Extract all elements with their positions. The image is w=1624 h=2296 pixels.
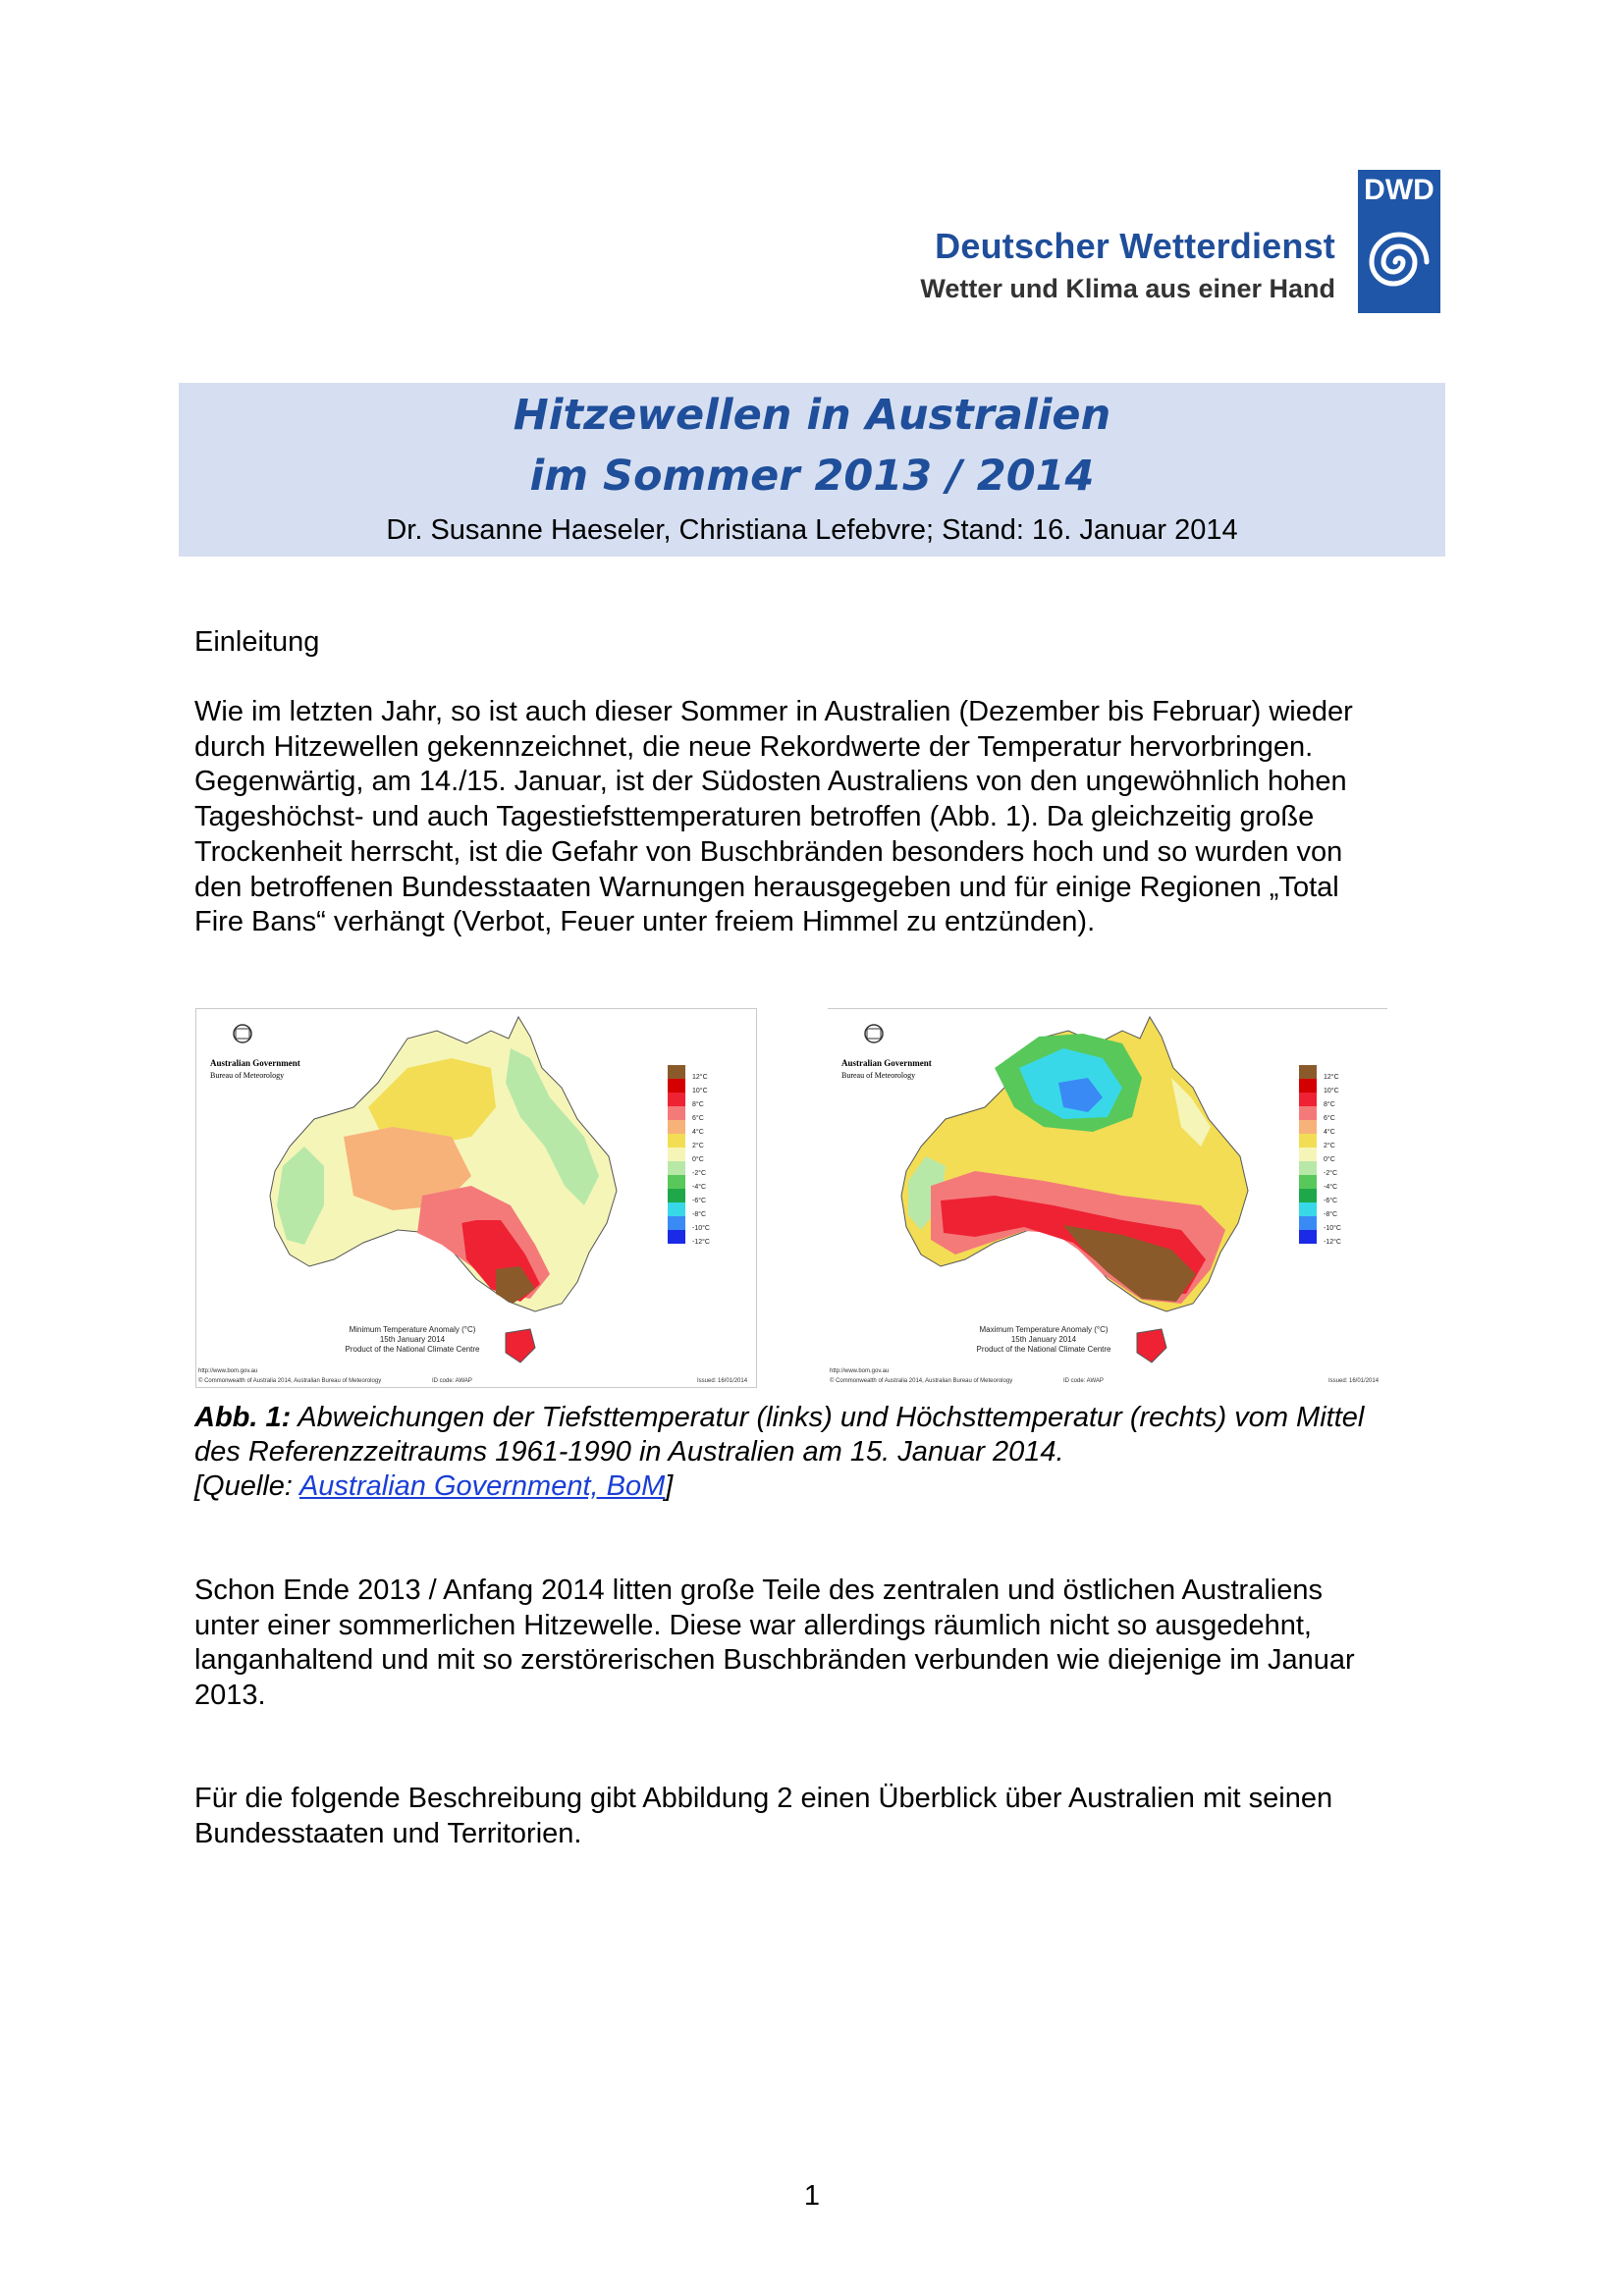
text-line: Wie im letzten Jahr, so ist auch dieser Sommer in Australien (Dezember bis Februar) wieder xyxy=(194,696,1353,727)
text-line: 2013. xyxy=(194,1680,266,1712)
legend-label: -2°C xyxy=(1324,1170,1338,1177)
legend-label: 8°C xyxy=(1324,1101,1335,1108)
text-line: den betroffenen Bundesstaaten Warnungen herausgegeben und für einige Regionen „Total xyxy=(194,871,1339,903)
map-url: http://www.bom.gov.au xyxy=(830,1368,890,1374)
map-caption: Maximum Temperature Anomaly (°C) 15th January 2014 Product of the National Climate Centre xyxy=(976,1325,1111,1354)
legend-label: -10°C xyxy=(692,1225,710,1232)
source-prefix: [Quelle: xyxy=(194,1470,299,1502)
color-legend xyxy=(1299,1065,1317,1244)
text-line: durch Hitzewellen gekennzeichnet, die neue Rekordwerte der Temperatur hervorbringen. xyxy=(194,730,1314,763)
coat-of-arms-icon xyxy=(234,1025,251,1042)
text-line: Fire Bans“ verhängt (Verbot, Feuer unter freiem Himmel zu entzünden). xyxy=(194,906,1096,938)
coat-of-arms-icon xyxy=(865,1025,883,1042)
bom-label: Bureau of Meteorology xyxy=(841,1071,916,1080)
legend-label: -12°C xyxy=(1324,1239,1341,1246)
legend-label: -4°C xyxy=(1324,1184,1338,1191)
legend-label: 2°C xyxy=(1324,1143,1335,1149)
map-code: ID code: AWAP xyxy=(432,1378,472,1384)
logo-name: Deutscher Wetterdienst xyxy=(935,226,1335,266)
caption-text: Abweichungen der Tiefsttemperatur (links) und Höchsttemperatur (rechts) vom Mittel xyxy=(291,1402,1365,1433)
color-legend xyxy=(668,1065,685,1244)
map-code: ID code: AWAP xyxy=(1063,1378,1104,1384)
figure-max-temperature-anomaly xyxy=(828,1008,1387,1387)
title-banner xyxy=(179,383,1445,557)
legend-label: 10°C xyxy=(692,1088,708,1095)
authors-line: Dr. Susanne Haeseler, Christiana Lefebvre; Stand: 16. Januar 2014 xyxy=(386,514,1238,546)
logo-abbr: DWD xyxy=(1364,174,1435,206)
legend-label: 12°C xyxy=(1324,1074,1339,1081)
legend-label: 6°C xyxy=(692,1115,704,1122)
map-copyright: © Commonwealth of Australia 2014, Australian Bureau of Meteorology xyxy=(830,1378,1013,1384)
legend-label: -10°C xyxy=(1324,1225,1341,1232)
source-link[interactable]: Australian Government, BoM xyxy=(298,1470,666,1502)
map-issued: Issued: 16/01/2014 xyxy=(697,1378,748,1384)
legend-label: 0°C xyxy=(692,1156,704,1163)
legend-label: 12°C xyxy=(692,1074,708,1081)
dwd-logo xyxy=(1358,170,1440,313)
map-url: http://www.bom.gov.au xyxy=(198,1368,258,1374)
legend-label: 0°C xyxy=(1324,1156,1335,1163)
map-copyright: © Commonwealth of Australia 2014, Australian Bureau of Meteorology xyxy=(198,1378,382,1384)
paragraph-intro xyxy=(194,695,1441,940)
legend-label: -8°C xyxy=(1324,1211,1338,1218)
text-line: unter einer sommerlichen Hitzewelle. Diese war allerdings räumlich nicht so ausgedehnt, xyxy=(194,1609,1312,1641)
caption-label: Abb. 1: xyxy=(194,1402,292,1433)
text-line: Für die folgende Beschreibung gibt Abbildung 2 einen Überblick über Australien mit seinen xyxy=(194,1783,1333,1814)
paragraph-previous-heatwave xyxy=(194,1574,1441,1714)
text-line: Gegenwärtig, am 14./15. Januar, ist der Südosten Australiens von den ungewöhnlich hohen xyxy=(194,766,1347,798)
text-line: Trockenheit herrscht, ist die Gefahr von Buschbränden besonders hoch und so wurden von xyxy=(194,835,1343,868)
legend-label: -2°C xyxy=(692,1170,707,1177)
title-line-1: Hitzewellen in Australien xyxy=(513,391,1111,440)
map-caption: Minimum Temperature Anomaly (°C) 15th January 2014 Product of the National Climate Centre xyxy=(345,1325,480,1354)
legend-label: -4°C xyxy=(692,1184,707,1191)
gov-label: Australian Government xyxy=(210,1058,300,1068)
legend-label: -12°C xyxy=(692,1239,710,1246)
gov-label: Australian Government xyxy=(841,1058,932,1068)
legend-label: 4°C xyxy=(692,1129,704,1136)
paragraph-overview xyxy=(194,1782,1441,1851)
map-issued: Issued: 16/01/2014 xyxy=(1328,1378,1380,1384)
source-suffix: ] xyxy=(665,1470,674,1502)
legend-label: 2°C xyxy=(692,1143,704,1149)
legend-label: 8°C xyxy=(692,1101,704,1108)
legend-label: -6°C xyxy=(1324,1198,1338,1204)
swirl-icon xyxy=(1364,217,1435,307)
text-line: Schon Ende 2013 / Anfang 2014 litten große Teile des zentralen und östlichen Australiens xyxy=(194,1575,1323,1606)
figure-min-temperature-anomaly xyxy=(195,1008,757,1388)
section-heading: Einleitung xyxy=(194,626,320,658)
text-line: langanhaltend und mit so zerstörerischen Buschbränden verbunden wie diejenige im Januar xyxy=(194,1644,1355,1677)
bom-label: Bureau of Meteorology xyxy=(210,1071,285,1080)
legend-label: 10°C xyxy=(1324,1088,1339,1095)
logo-slogan: Wetter und Klima aus einer Hand xyxy=(920,274,1335,303)
legend-label: 4°C xyxy=(1324,1129,1335,1136)
text-line: Tageshöchst- und auch Tagestiefsttemperaturen betroffen (Abb. 1). Da gleichzeitig große xyxy=(194,801,1315,833)
caption-text: des Referenzzeitraums 1961-1990 in Australien am 15. Januar 2014. xyxy=(194,1436,1064,1468)
legend-label: -6°C xyxy=(692,1198,707,1204)
title-line-2: im Sommer 2013 / 2014 xyxy=(529,452,1095,501)
page-number: 1 xyxy=(803,2180,821,2212)
legend-label: 6°C xyxy=(1324,1115,1335,1122)
legend-label: -8°C xyxy=(692,1211,707,1218)
figure-caption xyxy=(194,1401,1461,1504)
text-line: Bundesstaaten und Territorien. xyxy=(194,1817,582,1849)
